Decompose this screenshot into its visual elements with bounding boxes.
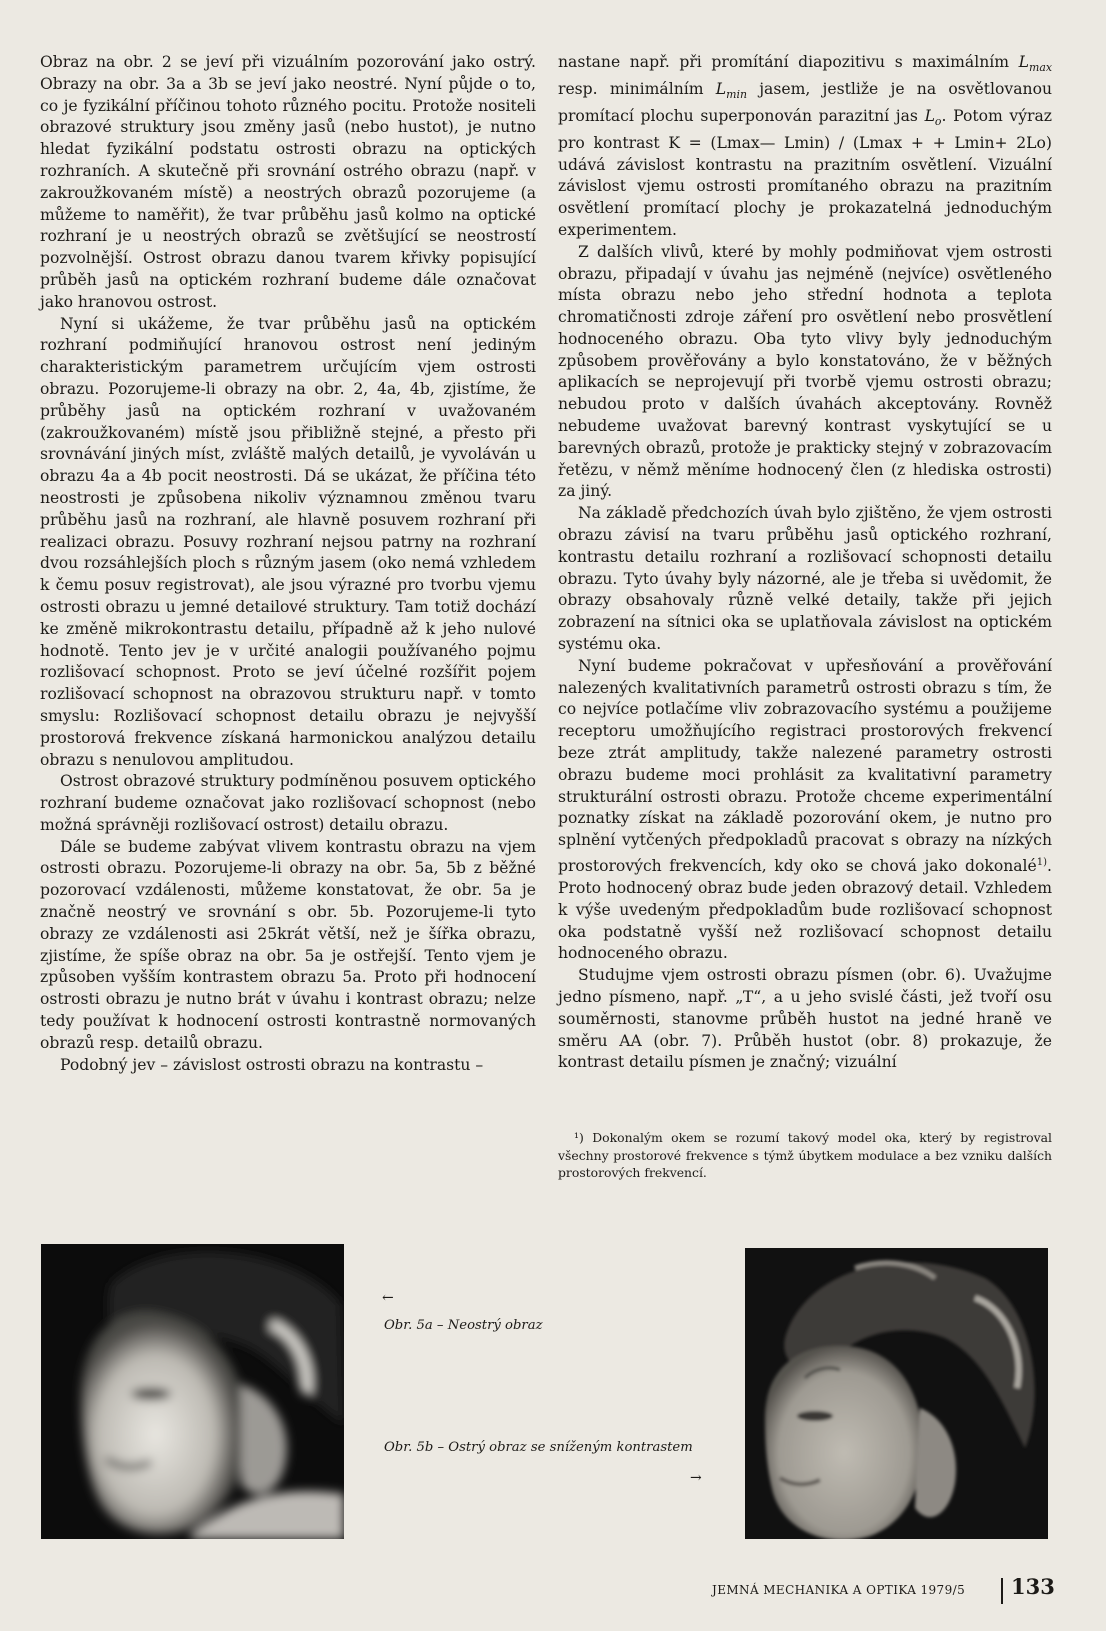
paragraph: Nyní si ukážeme, že tvar průběhu jasů na optickém rozhraní podmiňující hranovou ostrost není jediným charakteristickým parametrem určujícím vjem ostrosti obrazu. Pozorujeme-li obrazy na obr. 2, 4a, 4b, zjistíme, že průběhy jasů na optickém rozhraní v uvažovaném (zakroužkovaném) místě jsou přibližně stejné, a přesto při srovnávání jiných míst, zvláště malých detailů, je vyvoláván u obrazu 4a a 4b pocit neostrosti. Dá se ukázat, že příčina této neostrosti je způsobena nikoliv významnou změnou tvaru průběhu jasů na rozhraní, ale hlavně posuvem rozhraní při realizaci obrazu. Posuvy rozhraní nejsou patrny na rozhraní dvou rozsáhlejších ploch s různým jasem (oko nemá vzhledem k čemu posuv registrovat), ale jsou výrazné pro tvorbu vjemu ostrosti obrazu u jemné detailové struktury. Tam totiž dochází ke změně mikrokontrastu detailu, případně až k jeho nulové hodnotě. Tento jev je v určité analogii používaného pojmu rozlišovací schopnost. Proto se jeví účelné rozšířit pojem rozlišovací schopnost na obrazovou strukturu např. v tomto smyslu: Rozlišovací schopnost detailu obrazu je nejvyšší prostorová frekvence získaná harmonickou analýzou detailu obrazu s nenulovou amplitudou. bbox=[40, 314, 536, 769]
text-run: jasem, jestliže je na osvětlovanou promítací plochu superponován parazitní jas bbox=[558, 79, 1052, 125]
right-arrow-icon: → bbox=[690, 1470, 702, 1486]
symbol-lmax bbox=[1018, 53, 1052, 75]
journal-name: JEMNÁ MECHANIKA A OPTIKA 1979/5 bbox=[712, 1583, 966, 1597]
right-text-column bbox=[558, 52, 1052, 1074]
paragraph: Ostrost obrazové struktury podmíněnou posuvem optického rozhraní budeme označovat jako rozlišovací schopnost (nebo možná správněji rozlišovací ostrost) detailu obrazu. bbox=[40, 772, 536, 834]
paragraph: Podobný jev – závislost ostrosti obrazu na kontrastu – bbox=[60, 1055, 484, 1074]
paragraph bbox=[558, 52, 1052, 242]
footnote-ref: 1) bbox=[1036, 857, 1048, 869]
symbol-subscript: min bbox=[726, 88, 747, 102]
text-run: . Proto hodnocený obraz bude jeden obrazový detail. Vzhledem k výše uvedeným předpokladům bude rozlišovací schopnost oka podstatně vyšší než rozlišovací schopnost detailu hodnoceného obrazu. bbox=[558, 857, 1052, 963]
paragraph: Studujme vjem ostrosti obrazu písmen (obr. 6). Uvažujme jedno písmeno, např. „T“, a u jeho svislé části, jež tvoří osu souměrnosti, stanovme průběh hustot na jedné hraně ve směru AA (obr. 7). Průběh hustot (obr. 8) prokazuje, že kontrast detailu písmen je značný; vizuální bbox=[558, 966, 1052, 1072]
photo-low-contrast-portrait bbox=[745, 1248, 1048, 1539]
symbol-letter: L bbox=[924, 106, 935, 125]
symbol-subscript: o bbox=[934, 114, 942, 128]
footnote-text: ¹) Dokonalým okem se rozumí takový model oka, který by registroval všechny prostorové frekvence s týmž úbytkem modulace a bez vzniku dalších prostorových frekvencí. bbox=[558, 1130, 1052, 1180]
left-text-column bbox=[40, 52, 536, 1076]
portrait-image bbox=[745, 1248, 1048, 1539]
symbol-lmin bbox=[715, 79, 747, 102]
paragraph bbox=[558, 656, 1052, 965]
symbol-letter: L bbox=[715, 79, 727, 98]
symbol-subscript: max bbox=[1028, 61, 1052, 75]
footer-divider bbox=[1001, 1578, 1003, 1604]
photo-blurred-portrait bbox=[41, 1244, 344, 1539]
figure-caption-5b: Obr. 5b – Ostrý obraz se sníženým kontrastem bbox=[384, 1440, 693, 1455]
page-number: 133 bbox=[1011, 1574, 1055, 1599]
text-run: Nyní budeme pokračovat v upřesňování a prověřování nalezených kvalitativních parametrů ostrosti obrazu s tím, že co nejvíce potlačíme vliv zobrazovacího systému a použijeme receptoru umožňujícího registraci prostorových frekvencí beze ztrát amplitudy, takže nalezené parametry ostrosti obrazu budeme moci prohlásit za kvalitativní parametry strukturální ostrosti obrazu. Protože chceme experimentální poznatky získat na základě pozorování okem, je nutno pro splnění vytčených předpokladů pracovat s obrazy na nízkých prostorových frekvencích, kdy oko se chová jako dokonalé bbox=[558, 656, 1052, 876]
portrait-image bbox=[41, 1244, 344, 1539]
figure-caption-5a: Obr. 5a – Neostrý obraz bbox=[384, 1318, 543, 1333]
text-run: . Potom výraz pro kontrast K = (Lmax— Lmin) / (Lmax + + Lmin+ 2Lo) udává závislost kontrastu na prazitním osvětlení. Vizuální závislost vjemu ostrosti promítaného obrazu na prazitním osvětlení promítací plochy je prokazatelná jednoduchým experimentem. bbox=[558, 106, 1052, 239]
left-arrow-icon: ← bbox=[382, 1290, 394, 1306]
symbol-lo bbox=[924, 106, 942, 128]
paragraph: Na základě předchozích úvah bylo zjištěno, že vjem ostrosti obrazu závisí na tvaru průběhu jasů optického rozhraní, kontrastu detailu rozhraní a rozlišovací schopnosti detailu obrazu. Tyto úvahy byly názorné, ale je třeba si uvědomit, že obrazy obsahovaly různě velké detaily, takže při jejich zobrazení na sítnici oka se uplatňovala závislost na optickém systému oka. bbox=[558, 504, 1052, 654]
text-run: nastane např. při promítání diapozitivu s maximálním bbox=[558, 53, 1010, 71]
paragraph: Z dalších vlivů, které by mohly podmiňovat vjem ostrosti obrazu, připadají v úvahu jas nejméně (nejvíce) osvětleného místa obrazu nebo jeho střední hodnota a teplota chromatičnosti zdroje záření pro osvětlení nebo prosvětlení hodnoceného obrazu. Oba tyto vlivy byly jednoduchým způsobem prověřovány a bylo konstatováno, že v běžných aplikacích se neprojevují při tvorbě vjemu ostrosti obrazu; nebudou proto v dalších úvahách akceptovány. Rovněž nebudeme uvažovat barevný kontrast vyskytující se u barevných obrazů, protože je prakticky stejný v zobrazovacím řetězu, v němž měníme hodnocený člen (z hlediska ostrosti) za jiný. bbox=[558, 242, 1052, 501]
page-footer bbox=[712, 1574, 1057, 1604]
text-run: resp. minimálním bbox=[558, 79, 716, 98]
paragraph: Dále se budeme zabývat vlivem kontrastu obrazu na vjem ostrosti obrazu. Pozorujeme-li obrazy na obr. 5a, 5b z běžné pozorovací vzdálenosti, můžeme konstatovat, že obr. 5a je značně neostrý ve srovnání s obr. 5b. Pozorujeme-li tyto obrazy ze vzdálenosti asi 25krát větší, než je šířka obrazu, zjistíme, že spíše obraz na obr. 5a je ostřejší. Tento vjem je způsoben vyšším kontrastem obrazu 5a. Proto při hodnocení ostrosti obrazu je nutno brát v úvahu i kontrast obrazu; nelze tedy používat k hodnocení ostrosti kontrastně normovaných obrazů resp. detailů obrazu. bbox=[40, 837, 536, 1052]
footnote bbox=[558, 1129, 1052, 1182]
paragraph: Obraz na obr. 2 se jeví při vizuálním pozorování jako ostrý. Obrazy na obr. 3a a 3b se jeví jako neostré. Nyní půjde o to, co je fyzikální příčinou tohoto různého pocitu. Protože nositeli obrazové struktury jsou změny jasů (nebo hustot), je nutno hledat fyzikální podstatu ostrosti obrazu na optických rozhraních. A skutečně při srovnání ostrého obrazu (např. v zakroužkovaném místě) a neostrých obrazů pozorujeme (a můžeme to naměřit), že tvar průběhu jasů kolmo na optické rozhraní je u neostrých obrazů se zvětšující se neostrostí pozvolnější. Ostrost obrazu danou tvarem křivky popisující průběh jasů na optickém rozhraní budeme dále označovat jako hranovou ostrost. bbox=[40, 53, 536, 311]
symbol-letter: L bbox=[1018, 53, 1029, 71]
